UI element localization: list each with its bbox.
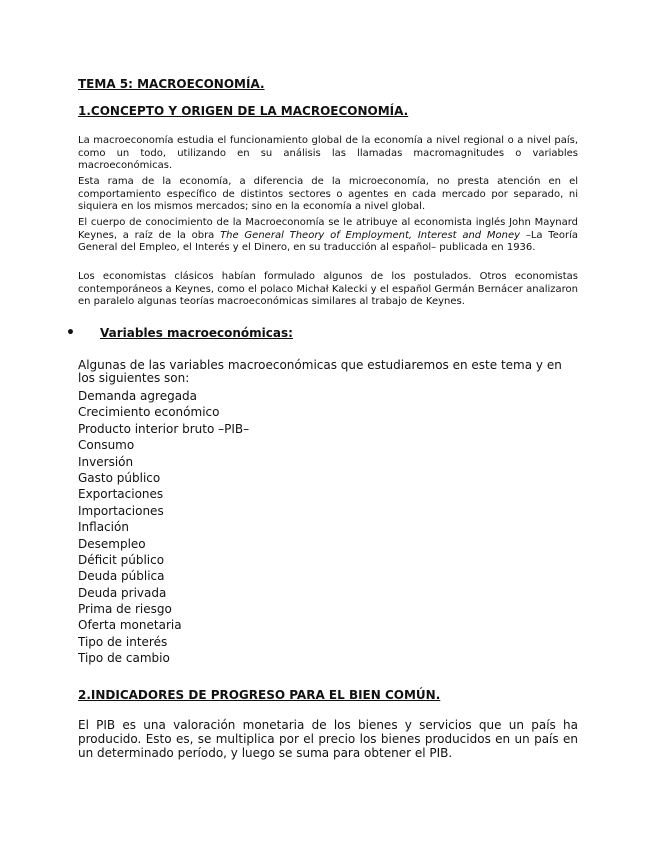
section-1-paragraph-4 bbox=[78, 271, 578, 309]
list-item: Inflación bbox=[78, 520, 129, 535]
list-item: Desempleo bbox=[78, 536, 146, 551]
variables-intro: Algunas de las variables macroeconómicas que estudiaremos en este tema y en los siguientes son: bbox=[78, 358, 562, 385]
paragraph-text bbox=[78, 217, 578, 255]
list-item: Crecimiento económico bbox=[78, 405, 220, 420]
variables-heading bbox=[66, 325, 293, 341]
book-title: The General Theory of Employment, Interest and Money bbox=[220, 229, 521, 241]
list-item: Consumo bbox=[78, 438, 135, 453]
section-1-paragraph-2 bbox=[78, 176, 578, 214]
section-2-title: 2.INDICADORES DE PROGRESO PARA EL BIEN COMÚN. bbox=[78, 688, 441, 702]
document-heading: TEMA 5: MACROECONOMÍA. bbox=[78, 77, 265, 91]
paragraph-text: El PIB es una valoración monetaria de los bienes y servicios que un país ha producido. Esto es, se multiplica por el precio los bienes producidos en un país en un determinado período, y luego se suma para obtener el PIB. bbox=[78, 718, 578, 760]
list-item: Importaciones bbox=[78, 503, 164, 518]
list-item: Tipo de cambio bbox=[78, 651, 170, 666]
variables-list bbox=[78, 388, 249, 667]
section-1-paragraph-3 bbox=[78, 217, 578, 255]
section-1-paragraph-1 bbox=[78, 135, 578, 173]
list-item: Prima de riesgo bbox=[78, 602, 172, 617]
list-item: Exportaciones bbox=[78, 487, 164, 502]
list-item: Déficit público bbox=[78, 552, 165, 567]
bullet-icon: • bbox=[66, 325, 75, 341]
section-2-paragraph-1 bbox=[78, 718, 578, 760]
list-item: Oferta monetaria bbox=[78, 618, 182, 633]
list-item: Producto interior bruto –PIB– bbox=[78, 421, 250, 436]
list-item: Deuda privada bbox=[78, 585, 167, 600]
list-item: Tipo de interés bbox=[78, 634, 168, 649]
variables-heading-text: Variables macroeconómicas: bbox=[100, 326, 293, 340]
list-item: Demanda agregada bbox=[78, 389, 198, 403]
list-item: Deuda pública bbox=[78, 569, 165, 584]
section-1-title: 1.CONCEPTO Y ORIGEN DE LA MACROECONOMÍA. bbox=[78, 104, 409, 118]
paragraph-text-part: El cuerpo de conocimiento de la Macroeconomía se le atribuye al economista inglés John Maynard Keynes, a raíz de la obra bbox=[78, 217, 578, 241]
paragraph-text: Los economistas clásicos habían formulado algunos de los postulados. Otros economistas contemporáneos a Keynes, como el polaco Michał Kalecki y el español Germán Bernácer analizaron en paralelo algunas teorías macroeconómicas similares al trabajo de Keynes. bbox=[78, 271, 578, 308]
list-item: Gasto público bbox=[78, 470, 161, 485]
paragraph-text: La macroeconomía estudia el funcionamiento global de la economía a nivel regional o a nivel país, como un todo, utilizando en su análisis las llamadas macromagnitudes o variables macroeconómicas. bbox=[78, 135, 578, 172]
list-item: Inversión bbox=[78, 454, 134, 469]
paragraph-text: Esta rama de la economía, a diferencia de la microeconomía, no presta atención en el comportamiento específico de distintos sectores o agentes en cada mercado por separado, ni siquiera en los mismos mercados; sino en la economía a nivel global. bbox=[78, 176, 578, 213]
paragraph-text-part: –La Teoría General del Empleo, el Interés y el Dinero, en su traducción al español– publicada en 1936. bbox=[78, 229, 578, 254]
